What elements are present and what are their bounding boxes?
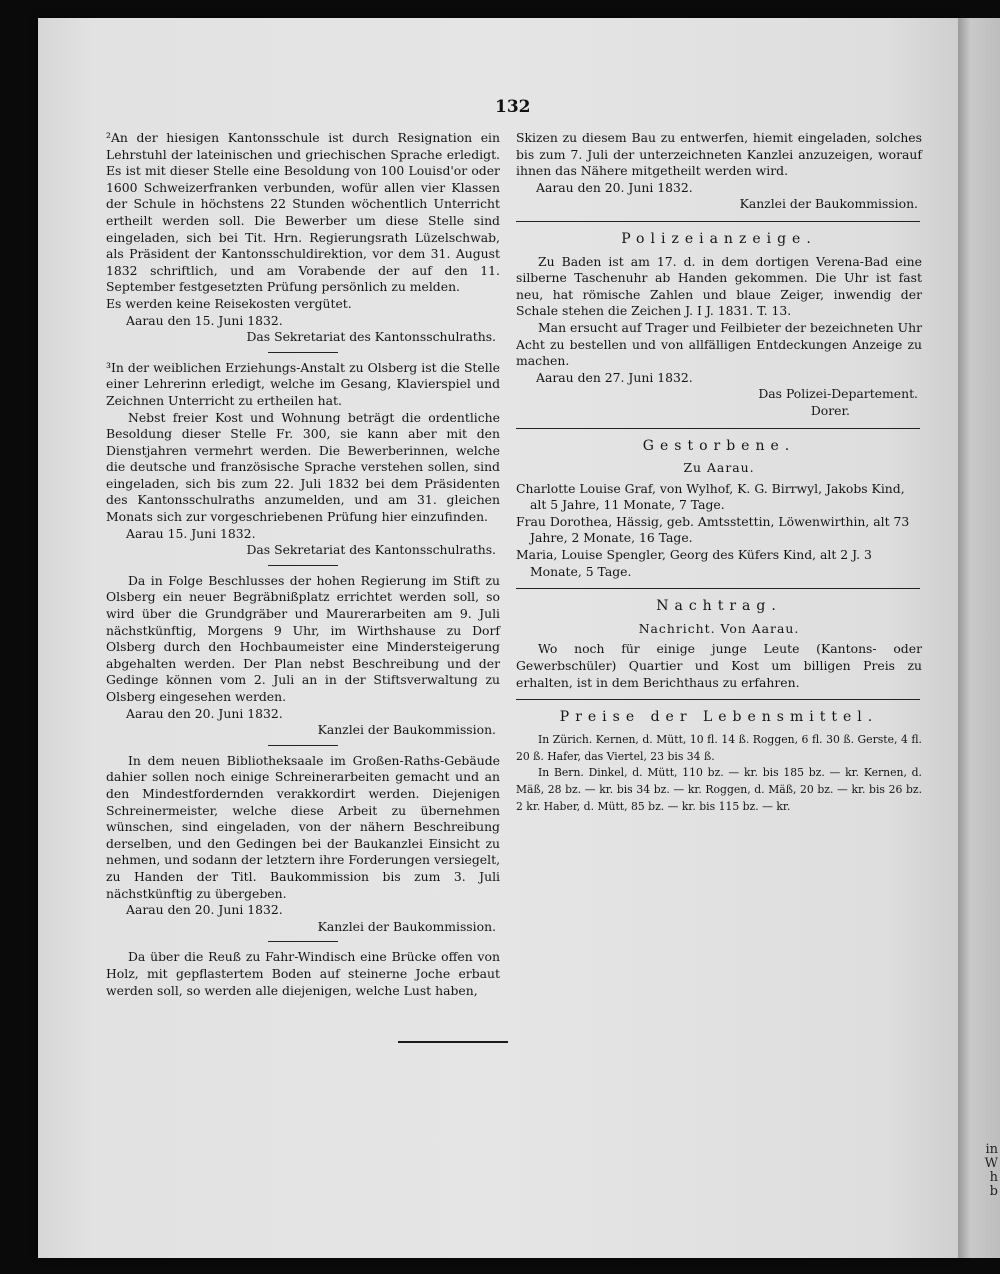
notice-text: Da in Folge Beschlusses der hohen Regierung im Stift zu Olsberg ein neuer Begräbnißplatz errichtet werden soll, so wird über die Grundgräber und Maurerarbeiten am 9. Juli nächstkünftig, Morgens 9 Uhr, im Wirthshause zu Dorf Olsberg durch den Hochbaumeister eine Mindersteigerung abgehalten werden. Der Plan nebst Beschreibung und der Gedinge können vom 2. Juli an in der Stiftsverwaltung zu Olsberg eingesehen werden. [106,572,500,704]
adjacent-page-edge [958,18,1000,1258]
notice-signature-name: Dorer. [810,402,850,418]
separator [268,745,338,746]
prices-section [516,709,922,816]
notice-text: Da über die Reuß zu Fahr-Windisch eine Brücke offen von Holz, mit gepflastertem Boden auf steinerne Joche erbaut werden soll, so werden alle diejenigen, welche Lust haben, [106,949,500,998]
notice-text: Nebst freier Kost und Wohnung beträgt die ordentliche Besoldung dieser Stelle Fr. 300, sie kann aber mit den Dienstjahren vermehrt werden. Die Bewerberinnen, welche die deutsche und französische Sprache verstehen sollen, sind eingeladen, sich bis zum 22. Juli 1832 bei dem Präsidenten des Kantonsschulraths anzumelden, und am 31. gleichen Monats sich zur vorgeschriebenen Prüfung hier einzufinden. [106,409,500,525]
section-heading: Nachtrag. [656,598,782,615]
left-column [106,130,500,1001]
notice-olsberg-teacher [106,360,500,559]
page-number: 132 [495,97,531,117]
notice-signature: Das Polizei-Departement. [758,386,918,402]
section-heading: Preise der Lebensmittel. [559,709,879,726]
notice-text: ³In der weiblichen Erziehungs-Anstalt zu Olsberg ist die Stelle einer Lehrerinn erledigt, welche im Gesang, Klavierspiel und Zeichnen Unterricht zu ertheilen hat. [106,359,500,408]
section-subheading: Nachricht. Von Aarau. [638,620,800,636]
notice-signature: Kanzlei der Baukommission. [739,196,918,212]
notice-text: In dem neuen Bibliotheksaale im Großen-Raths-Gebäude dahier sollen noch einige Schreinerarbeiten gemacht und an den Mindestfordernden verakkordirt werden. Diejenigen Schreinermeister, welche diese Arbeit zu übernehmen wünschen, sind eingeladen, von der nähern Beschreibung derselben, und den Gedingen bei der Baukanzlei Einsicht zu nehmen, und sodann der letztern ihre Forderungen versiegelt, zu Handen der Titl. Baukommission bis zum 3. Juli nächstkünftig zu übergeben. [106,752,501,901]
notice-date: Aarau den 20. Juni 1832. [126,705,283,721]
deaths-section [516,438,922,581]
notice-date: Aarau den 20. Juni 1832. [536,179,693,195]
notice-kantonsschule [106,130,500,346]
notice-text: Zu Baden ist am 17. d. in dem dortigen Verena-Bad eine silberne Taschenuhr ab Handen gekommen. Die Uhr ist fast neu, hat römische Zahlen und blaue Zeiger, inwendig der Schale stehen die Zeichen J. I J. 1831. T. 13. [516,253,922,319]
right-column [516,130,922,818]
end-rule [398,1041,508,1043]
separator [268,941,338,942]
price-entry-bern: In Bern. Dinkel, d. Mütt, 110 bz. — kr. bis 185 bz. — kr. Kernen, d. Mäß, 28 bz. — kr. bis 34 bz. — kr. Roggen, d. Mäß, 20 bz. — kr. bis 26 bz. 2 kr. Haber, d. Mütt, 85 bz. — kr. bis 115 bz. — kr. [516,766,922,813]
notice-text: Wo noch für einige junge Leute (Kantons- oder Gewerbschüler) Quartier und Kost um billigen Preis zu erhalten, ist in dem Berichthaus zu erfahren. [516,641,922,690]
section-rule [516,699,920,700]
notice-library [106,753,500,936]
section-rule [516,428,920,429]
notice-bridge [106,949,500,999]
notice-text: Man ersucht auf Trager und Feilbieter der bezeichneten Uhr Acht zu bestellen und von allfälligen Entdeckungen Anzeige zu machen. [516,319,922,369]
notice-text: ²An der hiesigen Kantonsschule ist durch Resignation ein Lehrstuhl der lateinischen und griechischen Sprache erledigt. Es ist mit dieser Stelle eine Besoldung von 100 Louisd'or oder 1600 Schweizerfranken verbunden, wofür allen vier Klassen der Schule in höchstens 22 Stunden wöchentlich Unterricht ertheilt werden soll. Die Bewerber um diese Stelle sind eingeladen, sich bei Tit. Hrn. Regierungsrath Lüzelschwab, als Präsident der Kantonsschuldirektion, vor dem 31. August 1832 schriftlich, und am Vorabende der auf den 11. September festgesetzten Prüfung persönlich zu melden. [106,130,500,295]
price-entry-zurich: In Zürich. Kernen, d. Mütt, 10 fl. 14 ß. Roggen, 6 fl. 30 ß. Gerste, 4 fl. 20 ß. Hafer, das Viertel, 23 bis 34 ß. [516,732,922,763]
notice-date: Aarau den 20. Juni 1832. [126,902,283,918]
death-entry: Maria, Louise Spengler, Georg des Küfers Kind, alt 2 J. 3 Monate, 5 Tage. [516,547,872,579]
section-heading: Polizeianzeige. [621,230,817,247]
notice-signature: Kanzlei der Baukommission. [317,722,496,738]
notice-signature: Kanzlei der Baukommission. [317,918,496,934]
notice-text: Skizen zu diesem Bau zu entwerfen, hiemit eingeladen, solches bis zum 7. Juli der unterzeichneten Kanzlei anzuzeigen, worauf ihnen das Nähere mitgetheilt werden wird. [516,130,922,179]
notice-signature: Das Sekretariat des Kantonsschulraths. [246,542,496,558]
addendum-section [516,598,922,691]
section-heading: Gestorbene. [642,437,796,454]
death-entry: Charlotte Louise Graf, von Wylhof, K. G. Birrwyl, Jakobs Kind, alt 5 Jahre, 11 Monate, 7 Tage. [516,480,905,513]
section-subheading: Zu Aarau. [683,460,755,476]
notice-text: Es werden keine Reisekosten vergütet. [106,295,352,311]
notice-signature: Das Sekretariat des Kantonsschulraths. [246,329,496,345]
death-entry: Frau Dorothea, Hässig, geb. Amtsstettin, Löwenwirthin, alt 73 Jahre, 2 Monate, 16 Tage. [516,513,910,546]
notice-date: Aarau den 15. Juni 1832. [126,312,283,328]
police-section [516,231,922,420]
notice-date: Aarau 15. Juni 1832. [126,525,256,541]
edge-text: in W h b [984,1142,998,1199]
notice-date: Aarau den 27. Juni 1832. [536,369,693,385]
separator [268,352,338,353]
section-rule [516,221,920,222]
notice-olsberg-cemetery [106,573,500,739]
separator [268,565,338,566]
notice-bridge-continued [516,130,922,213]
section-rule [516,588,920,589]
